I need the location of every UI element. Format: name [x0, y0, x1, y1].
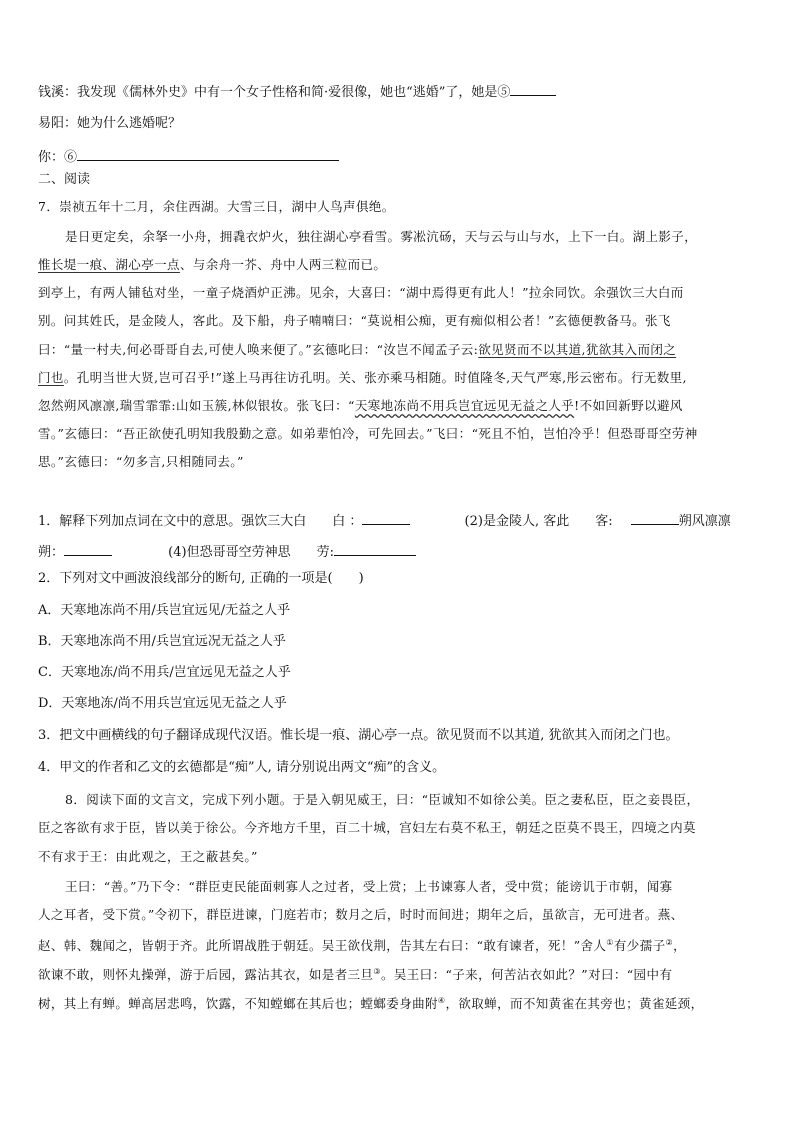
footnote-marker: ④	[437, 996, 446, 1005]
text: 雪。”玄德曰：“吾正欲使孔明知我殷勤之意。如弟辈怕冷，可先回去。”飞曰：“死且不怕，岂怕冷乎！但恐哥哥空劳神	[38, 426, 698, 441]
question-text: (4)但恐哥哥空劳神思 劳:	[168, 545, 334, 560]
dialogue-text: 你：⑥	[38, 150, 78, 165]
q8-paragraph	[38, 992, 704, 1013]
q7-paragraph: 到亭上，有两人铺毡对坐，一童子烧酒炉正沸。见余，大喜曰：“湖中焉得更有此人！”拉余同饮。余强饮三大白而	[38, 285, 684, 300]
q8-paragraph: 臣之客欲有求于臣，皆以美于徐公。今齐地方千里，百二十城，宫妇左右莫不私王，朝廷之臣莫不畏王，四境之内莫	[38, 820, 696, 835]
text: ，欲取蝉，而不知黄雀在其旁也；黄雀延颈，	[445, 996, 704, 1012]
answer-blank[interactable]	[334, 542, 416, 556]
q7-paragraph	[38, 425, 698, 443]
question-1-cont	[38, 542, 416, 562]
q7-paragraph	[38, 369, 687, 387]
question-3: 3．把文中画横线的句子翻译成现代汉语。惟长堤一痕、湖心亭一点。欲见贤而不以其道, 犹欲其入而闭之门也。	[38, 728, 679, 743]
wavy-underlined-sentence: 天寒地冻尚不用兵岂宜远见无益之人乎	[354, 398, 575, 413]
footnote-marker: ③	[373, 967, 381, 976]
dialogue-line-yiyang: 易阳：她为什么逃婚呢？	[38, 116, 182, 131]
text: !不如回新野以避风	[574, 398, 683, 413]
q7-paragraph	[38, 397, 683, 415]
question-text: (2)是金陵人, 客此 客:	[464, 514, 613, 529]
question-text: 1．解释下列加点词在文中的意思。强饮三大白 白 ：	[38, 514, 363, 529]
dialogue-line-qianxi	[38, 82, 556, 102]
text: 曰：“量一村夫,何必哥哥自去,可使人唤来便了。”玄德叱曰：“汝岂不闻孟子云:	[38, 342, 479, 357]
option-d[interactable]: D．天寒地冻/尚不用兵岂宜远见无益之人乎	[38, 696, 287, 711]
answer-blank-5[interactable]	[510, 82, 556, 96]
dialogue-line-you	[38, 147, 339, 167]
answer-blank-6[interactable]	[77, 147, 339, 161]
question-1	[38, 511, 731, 531]
option-b[interactable]: B．天寒地冻尚不用/兵岂宜远况无益之人乎	[38, 634, 286, 649]
underlined-sentence: 惟长堤一痕、湖心亭一点	[38, 257, 180, 272]
answer-blank[interactable]	[362, 511, 410, 525]
q8-paragraph: 人之耳者，受下赏。”令初下，群臣进谏，门庭若市；数月之后，时时而间进；期年之后，虽欲言，无可进者。燕、	[38, 907, 684, 922]
dialogue-text: 钱溪：我发现《儒林外史》中有一个女子性格和简·爱很像，她也“逃婚”了，她是⑤	[38, 85, 511, 100]
question-text: 朔风凛凛	[678, 514, 731, 529]
q7-paragraph: 思。”玄德曰：“勿多言,只相随同去。”	[38, 454, 244, 469]
answer-blank[interactable]	[631, 511, 679, 525]
q8-paragraph: 王曰：“善。”乃下令：“群臣吏民能面刺寡人之过者，受上赏；上书谏寡人者，受中赏；能谤讥于市朝，闻寡	[65, 879, 673, 894]
q7-paragraph	[38, 256, 386, 274]
text: 有少孺子	[613, 938, 666, 954]
q8-paragraph	[38, 934, 686, 955]
footnote-marker: ②	[665, 938, 674, 947]
text: ，	[673, 938, 686, 954]
q8-paragraph: 8．阅读下面的文言文，完成下列小题。于是入朝见威王，曰：“臣诚知不如徐公美。臣之妻私臣，臣之妾畏臣，	[65, 792, 700, 807]
text: 欲谏不敢，则怀丸操弹，游于后园，露沾其衣，如是者三旦	[38, 967, 374, 983]
option-c[interactable]: C．天寒地冻/尚不用兵/岂宜远见无益之人乎	[38, 665, 291, 680]
question-4: 4．甲文的作者和乙文的玄德都是“痴”人, 请分别说出两文“痴”的含义。	[38, 760, 446, 775]
option-a[interactable]: A．天寒地冻尚不用/兵岂宜远见/无益之人乎	[38, 603, 291, 618]
underlined-sentence: 门也	[38, 370, 64, 385]
text: 树，其上有蝉。蝉高居悲鸣，饮露，不知螳螂在其后也；螳螂委身曲附	[38, 996, 438, 1012]
underlined-sentence: 欲见贤而不以其道,犹欲其入而闭之	[478, 342, 677, 357]
q7-paragraph: 7．崇祯五年十二月，余住西湖。大雪三日，湖中人鸟声俱绝。	[38, 199, 395, 214]
text: 。孔明当世大贤,岂可召乎!”遂上马再往访孔明。关、张亦乘马相随。时值隆冬,天气严寒,彤云密布。行无数里,	[63, 370, 687, 385]
text: 忽然朔风凛凛,瑞雪霏霏:山如玉簇,林似银妆。张飞曰：“	[38, 398, 355, 413]
q8-paragraph	[38, 963, 672, 984]
q8-paragraph: 不有求于王：由此观之，王之蔽甚矣。”	[38, 849, 258, 864]
question-2: 2．下列对文中画波浪线部分的断句, 正确的一项是( )	[38, 571, 364, 586]
section-heading: 二、阅读	[38, 172, 91, 187]
text: 、与余舟一芥、舟中人两三粒而已。	[179, 257, 387, 272]
q7-paragraph	[38, 341, 676, 359]
footnote-marker: ①	[606, 938, 614, 947]
q7-paragraph: 是日更定矣，余拏一小舟，拥毳衣炉火，独往湖心亭看雪。雾凇沆砀，天与云与山与水，上下一白。湖上影子，	[65, 229, 698, 244]
question-text: 朔：	[38, 545, 65, 560]
answer-blank[interactable]	[64, 542, 112, 556]
q7-paragraph: 别。问其姓氏，是金陵人，客此。及下船，舟子喃喃曰：“莫说相公痴，更有痴似相公者！”玄德便教备马。张飞	[38, 313, 671, 328]
text: 。吴王曰：“子来，何苦沾衣如此？”对曰：“园中有	[380, 967, 673, 983]
text: 赵、韩、魏闻之，皆朝于齐。此所谓战胜于朝廷。吴王欲伐荆，告其左右曰：“敢有谏者，死！”舍人	[38, 938, 607, 954]
